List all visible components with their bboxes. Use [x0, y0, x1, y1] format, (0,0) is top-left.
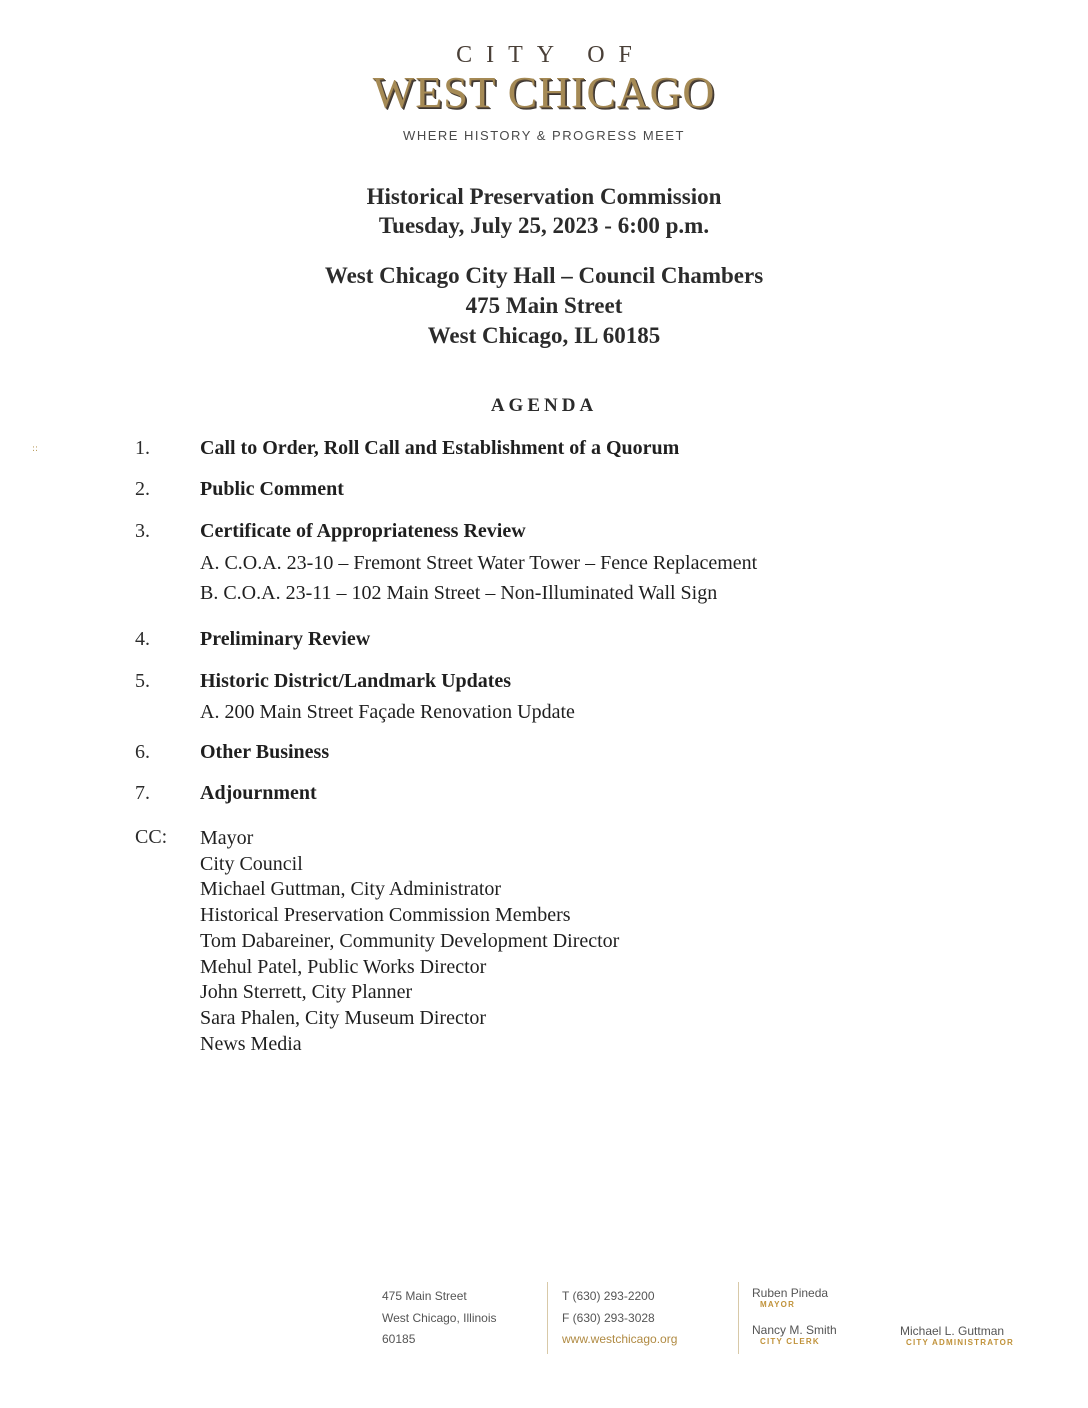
- item-number: 4.: [135, 628, 150, 650]
- cc-recipient: News Media: [200, 1032, 302, 1055]
- cc-recipient: Michael Guttman, City Administrator: [200, 878, 502, 901]
- cc-recipient: Tom Dabareiner, Community Development Director: [200, 929, 620, 952]
- footer-address: [382, 1286, 497, 1351]
- footer-divider: [547, 1282, 548, 1354]
- cc-recipient-list: [200, 826, 619, 1057]
- footer-website-link[interactable]: www.westchicago.org: [562, 1332, 678, 1346]
- scan-mark-icon: ::: [32, 444, 39, 454]
- item-title: Adjournment: [200, 782, 317, 804]
- official-role: CITY ADMINISTRATOR: [906, 1338, 1014, 1347]
- footer-contact: [562, 1286, 677, 1351]
- agenda-title: AGENDA: [490, 395, 598, 416]
- item-number: 5.: [135, 670, 150, 692]
- item-number: 6.: [135, 741, 150, 763]
- cc-recipient: Sara Phalen, City Museum Director: [200, 1006, 487, 1029]
- address-line: 475 Main Street: [382, 1289, 467, 1303]
- location-street: 475 Main Street: [465, 293, 623, 318]
- city-logo: [0, 42, 1088, 116]
- item-title: Other Business: [200, 741, 330, 763]
- meeting-location: [0, 261, 1088, 351]
- cc-recipient: Mehul Patel, Public Works Director: [200, 955, 487, 978]
- agenda-subitem: B. C.O.A. 23-11 – 102 Main Street – Non-Illuminated Wall Sign: [200, 582, 718, 604]
- item-number: 2.: [135, 478, 150, 500]
- cc-recipient: John Sterrett, City Planner: [200, 981, 413, 1004]
- item-title: Public Comment: [200, 478, 344, 500]
- address-line: West Chicago, Illinois: [382, 1310, 497, 1325]
- official-role: CITY CLERK: [760, 1337, 820, 1346]
- cc-recipient: Historical Preservation Commission Members: [200, 904, 571, 927]
- footer-divider: [738, 1282, 739, 1354]
- commission-name: Historical Preservation Commission: [366, 184, 722, 209]
- logo-main-line: WEST CHICAGO: [372, 68, 716, 117]
- official-name: Ruben Pineda: [752, 1286, 829, 1300]
- location-venue: West Chicago City Hall – Council Chambers: [324, 263, 764, 288]
- cc-recipient: City Council: [200, 852, 303, 875]
- item-title: Preliminary Review: [200, 628, 371, 650]
- official-name: Nancy M. Smith: [752, 1323, 837, 1337]
- footer-official-clerk: [752, 1323, 837, 1347]
- agenda-subitem: A. C.O.A. 23-10 – Fremont Street Water Tower – Fence Replacement: [200, 552, 758, 574]
- footer-official-mayor: [752, 1286, 828, 1310]
- item-number: 7.: [135, 782, 150, 804]
- cc-label: CC:: [135, 826, 168, 848]
- footer-official-administrator: [900, 1324, 1014, 1348]
- footer-phone: T (630) 293-2200: [562, 1289, 655, 1303]
- address-line: 60185: [382, 1332, 416, 1346]
- item-title: Historic District/Landmark Updates: [200, 670, 512, 692]
- item-title: Certificate of Appropriateness Review: [200, 520, 526, 542]
- cc-recipient: Mayor: [200, 827, 254, 849]
- item-title: Call to Order, Roll Call and Establishment of a Quorum: [200, 437, 680, 459]
- item-number: 1.: [135, 437, 150, 459]
- logo-tagline: WHERE HISTORY & PROGRESS MEET: [403, 128, 685, 143]
- logo-top-line: CITY OF: [456, 42, 646, 68]
- official-role: MAYOR: [760, 1300, 796, 1309]
- meeting-datetime: Tuesday, July 25, 2023 - 6:00 p.m.: [378, 213, 710, 238]
- official-name: Michael L. Guttman: [900, 1324, 1005, 1338]
- item-number: 3.: [135, 520, 150, 542]
- location-city: West Chicago, IL 60185: [427, 323, 661, 348]
- footer-fax: F (630) 293-3028: [562, 1310, 655, 1325]
- agenda-subitem: A. 200 Main Street Façade Renovation Update: [200, 701, 575, 723]
- meeting-heading: [0, 182, 1088, 240]
